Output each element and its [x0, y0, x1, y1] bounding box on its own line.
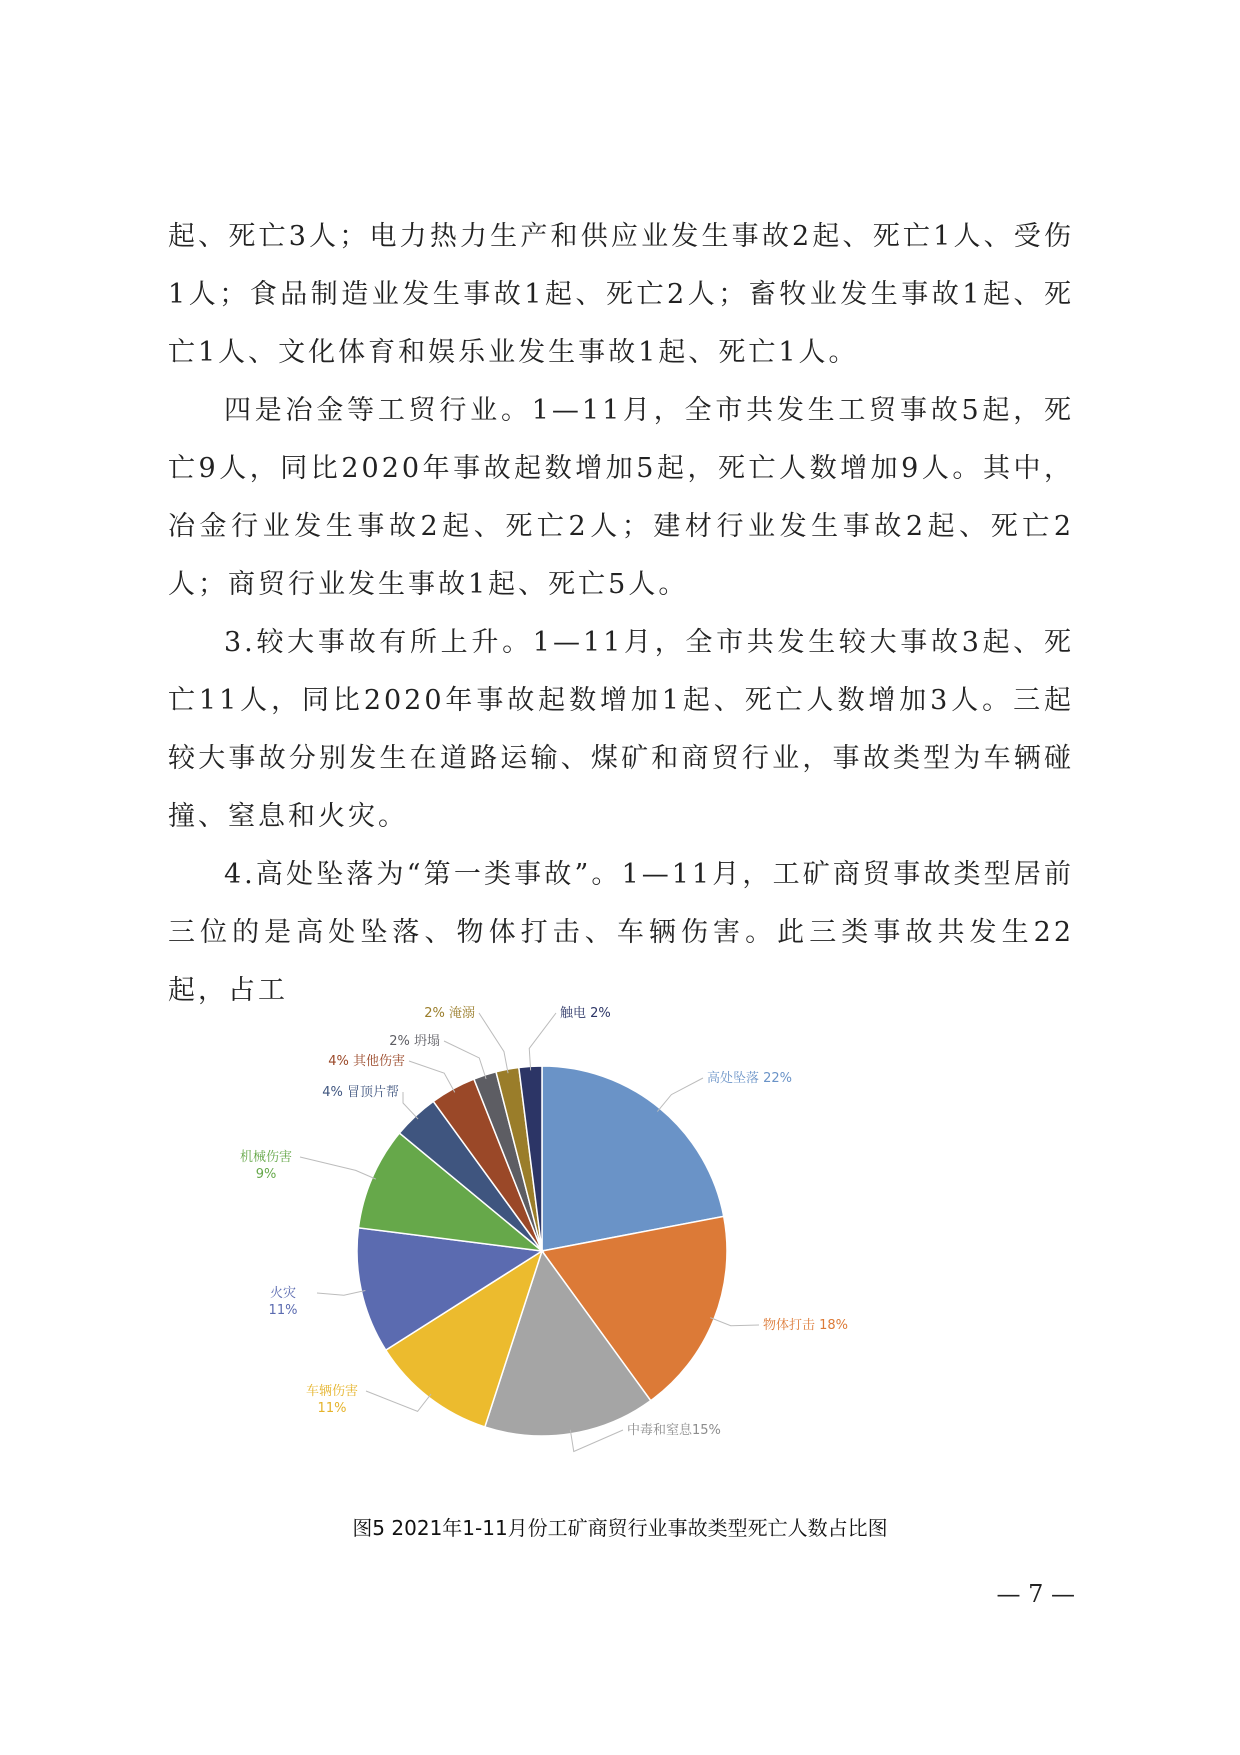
leader-line-5 — [317, 1290, 365, 1295]
slice-label-1: 高处坠落 22% — [707, 1071, 793, 1086]
slice-label-7: 4% 冒顶片帮 — [322, 1085, 399, 1100]
paragraph: 四是冶金等工贸行业。1—11月，全市共发生工贸事故5起，死亡9人，同比2020年事故起数增加5起，死亡人数增加9人。其中，冶金行业发生事故2起、死亡2人；建材行业发生事故2起、死亡2人；商贸行业发生事故1起、死亡5人。 — [168, 395, 1074, 600]
leader-line-9 — [444, 1041, 486, 1079]
pie-chart — [239, 975, 990, 1475]
leader-line-4 — [366, 1391, 431, 1411]
slice-label-3: 中毒和窒息15% — [627, 1423, 721, 1438]
body-text — [168, 208, 1074, 1020]
leader-line-8 — [409, 1061, 455, 1092]
leader-line-1 — [657, 1078, 703, 1112]
leader-line-11 — [529, 1013, 556, 1070]
pie-chart-svg — [239, 975, 990, 1475]
paragraph: 4.高处坠落为“第一类事故”。1—11月，工矿商贸事故类型居前三位的是高处坠落、物体打击、车辆伤害。此三类事故共发生22起，占工 — [168, 859, 1074, 1006]
slice-label-6: 机械伤害 9% — [239, 1150, 293, 1182]
slice-label-4: 车辆伤害 11% — [305, 1384, 359, 1416]
figure-caption: 图5 2021年1-11月份工矿商贸行业事故类型死亡人数占比图 — [352, 1516, 888, 1540]
slice-label-10: 2% 淹溺 — [424, 1006, 475, 1021]
leader-line-2 — [710, 1318, 759, 1326]
slice-label-5: 火灾 11% — [268, 1286, 298, 1318]
page-number: — 7 — — [996, 1580, 1075, 1608]
slice-label-8: 4% 其他伤害 — [328, 1054, 405, 1069]
slice-label-11: 触电 2% — [560, 1006, 611, 1021]
paragraph: 3.较大事故有所上升。1—11月，全市共发生较大事故3起、死亡11人，同比2020年事故起数增加1起、死亡人数增加3人。三起较大事故分别发生在道路运输、煤矿和商贸行业，事故类型为车辆碰撞、窒息和火灾。 — [168, 627, 1074, 832]
slice-label-9: 2% 坍塌 — [389, 1034, 440, 1049]
leader-line-6 — [300, 1157, 376, 1179]
paragraph: 起、死亡3人；电力热力生产和供应业发生事故2起、死亡1人、受伤1人；食品制造业发生事故1起、死亡2人；畜牧业发生事故1起、死亡1人、文化体育和娱乐业发生事故1起、死亡1人。 — [168, 221, 1074, 368]
slice-label-2: 物体打击 18% — [763, 1318, 849, 1333]
leader-line-10 — [479, 1013, 508, 1073]
